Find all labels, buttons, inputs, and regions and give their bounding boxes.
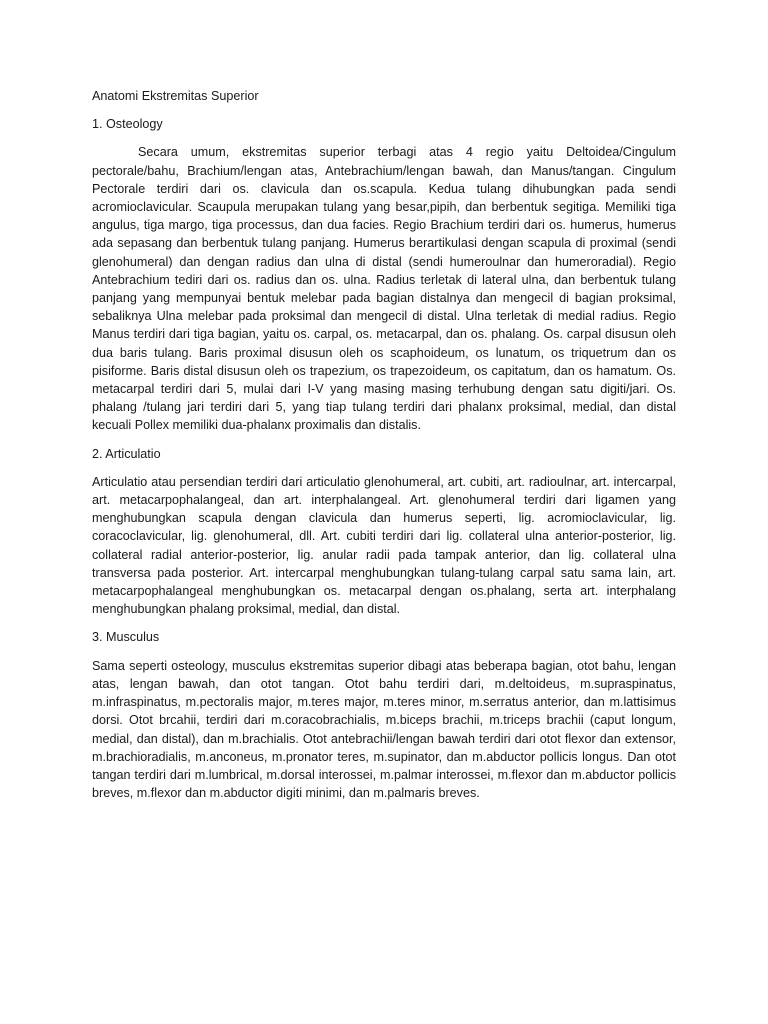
section-body-musculus: Sama seperti osteology, musculus ekstremitas superior dibagi atas beberapa bagian, otot bahu, lengan atas, lengan bawah, dan otot tangan. Otot bahu terdiri dari, m.deltoideus, m.supraspinatus, m.infraspinatus, m.pectoralis major, m.teres major, m.teres minor, m.serratus anterior, dan m.lattisimus dorsi. Otot brcahii, terdiri dari m.coracobrachialis, m.biceps brachii, m.triceps brachii (caput longum, medial, dan distal), dan m.brachialis. Otot antebrachii/lengan bawah terdiri dari otot flexor dan extensor, m.brachioradialis, m.anconeus, m.pronator teres, m.supinator, dan m.abductor pollicis longus. Dan otot tangan terdiri dari m.lumbrical, m.dorsal interossei, m.palmar interossei, m.flexor dan m.abductor pollicis breves, m.flexor dan m.abductor digiti minimi, dan m.palmaris breves.: [92, 658, 676, 801]
section-body-articulatio: Articulatio atau persendian terdiri dari articulatio glenohumeral, art. cubiti, art. radioulnar, art. intercarpal, art. metacarpophalangeal, dan art. interphalangeal. Art. glenohumeral terdiri dari ligamen yang menghubungkan scapula dengan clavicula dan humerus seperti, lig. acromioclavicular, lig. coracoclavicular, lig. glenohumeral, dll. Art. cubiti terdiri dari lig. collateral ulna anterior-posterior, lig. collateral radial anterior-posterior, lig. anular radii pada tampak anterior, dan lig. collateral ulna transversa pada posterior. Art. intercarpal menghubungkan tulang-tulang carpal satu sama lain, art. metacarpophalangeal menghubungkan os. metacarpal dengan os.phalang, serta art. interphalang menghubungkan phalang proksimal, medial, dan distal.: [92, 474, 676, 617]
section-body-osteology: Secara umum, ekstremitas superior terbagi atas 4 regio yaitu Deltoidea/Cingulum pectorale/bahu, Brachium/lengan atas, Antebrachium/lengan bawah, dan Manus/tangan. Cingulum Pectorale terdiri dari os. clavicula dan os.scapula. Kedua tulang dihubungkan pada sendi acromioclavicular. Scaupula merupakan tulang yang besar,pipih, dan berbentuk segitiga. Memiliki tiga angulus, tiga margo, tiga processus, dan dua facies. Regio Brachium terdiri dari os. humerus, humerus ada sepasang dan berbentuk tulang panjang. Humerus berartikulasi dengan scapula di proximal (sendi glenohumeral) dan dengan radius dan ulna di distal (sendi humeroulnar dan humeroradial). Regio Antebrachium tediri dari os. radius dan os. ulna. Radius terletak di lateral ulna, dan berbentuk tulang panjang yang mempunyai bentuk melebar pada bagian distalnya dan mengecil di bagian proksimal, sebaliknya Ulna melebar pada proksimal dan mengecil di distal. Ulna terletak di medial radius. Regio Manus terdiri dari tiga bagian, yaitu os. carpal, os. metacarpal, dan os. phalang. Os. carpal disusun oleh dua baris tulang. Baris proximal disusun oleh os scaphoideum, os lunatum, os triquetrum dan os pisiforme. Baris distal disusun oleh os trapezium, os trapezoideum, os capitatum, dan os hamatum. Os. metacarpal terdiri dari 5, mulai dari I-V yang masing masing terhubung dengan satu digiti/jari. Os. phalang /tulang jari terdiri dari 5, yang tiap tulang terdiri dari phalanx proksimal, medial, dan distal kecuali Pollex memiliki dua-phalanx proximalis dan distalis.: [92, 145, 676, 433]
section-heading-musculus: 3. Musculus: [92, 630, 160, 645]
document-title: Anatomi Ekstremitas Superior: [92, 89, 259, 103]
section-heading-osteology: 1. Osteology: [92, 117, 163, 132]
section-heading-articulatio: 2. Articulatio: [92, 446, 161, 461]
document-content: [92, 87, 676, 812]
